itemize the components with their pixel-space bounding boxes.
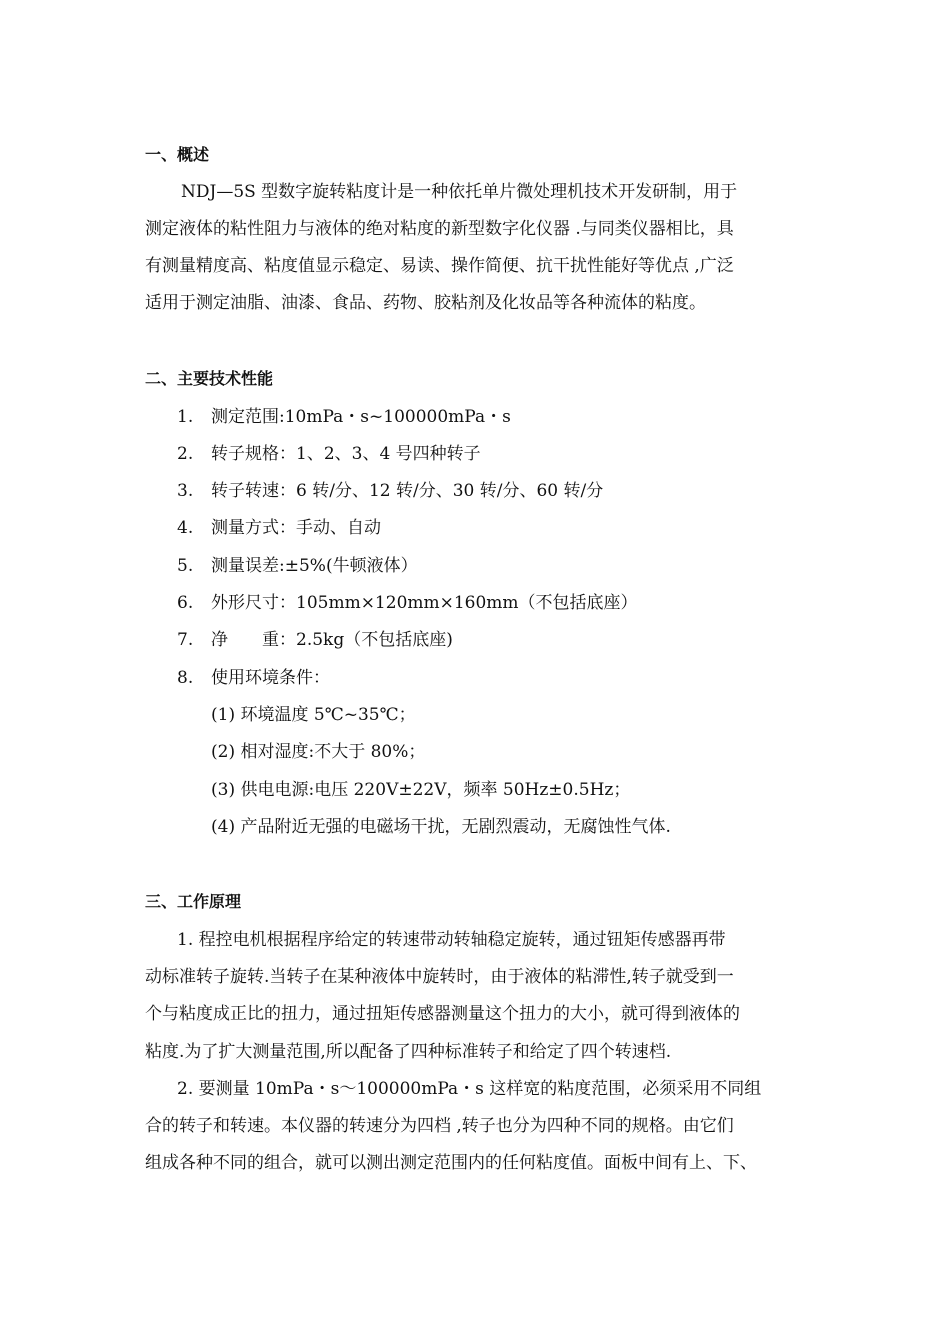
spec-item-number: 4. xyxy=(177,518,194,538)
paragraph-line: 组成各种不同的组合，就可以测出测定范围内的任何粘度值。面板中间有上、下、 xyxy=(145,1153,757,1173)
spec-item-text: 外形尺寸：105mm×120mm×160mm（不包括底座） xyxy=(211,593,638,613)
paragraph-line: 动标准转子旋转.当转子在某种液体中旋转时，由于液体的粘滞性,转子就受到一 xyxy=(145,967,734,987)
spec-item-text: 测量方式：手动、自动 xyxy=(211,518,381,538)
spec-item-number: 7. xyxy=(177,630,194,650)
paragraph-line: 有测量精度高、粘度值显示稳定、易读、操作简便、抗干扰性能好等优点 ,广泛 xyxy=(145,256,734,276)
spec-item-text: 转子规格：1、2、3、4 号四种转子 xyxy=(211,444,481,464)
spec-item xyxy=(177,405,511,429)
paragraph-line: 适用于测定油脂、油漆、食品、药物、胶粘剂及化妆品等各种流体的粘度。 xyxy=(145,293,706,313)
spec-item-text: 净 重：2.5kg（不包括底座) xyxy=(211,630,453,650)
paragraph-line: 测定液体的粘性阻力与液体的绝对粘度的新型数字化仪器 .与同类仪器相比，具 xyxy=(145,219,734,239)
spec-item-number: 8. xyxy=(177,668,194,688)
spec-item xyxy=(177,442,481,466)
spec-item-number: 5. xyxy=(177,556,194,576)
environment-condition: (2) 相对湿度:不大于 80%； xyxy=(211,742,426,762)
paragraph-line: 合的转子和转速。本仪器的转速分为四档 ,转子也分为四种不同的规格。由它们 xyxy=(145,1116,734,1136)
spec-item-number: 1. xyxy=(177,407,194,427)
section-heading-overview: 一、概述 xyxy=(145,145,210,164)
environment-condition: (3) 供电电源:电压 220V±22V，频率 50Hz±0.5Hz； xyxy=(211,780,631,800)
spec-item xyxy=(177,628,453,652)
spec-item xyxy=(177,516,381,540)
spec-item-number: 2. xyxy=(177,444,194,464)
environment-condition: (1) 环境温度 5℃~35℃； xyxy=(211,705,416,725)
spec-item xyxy=(177,554,418,578)
section-heading-specs: 二、主要技术性能 xyxy=(145,369,274,388)
spec-item-text: 测定范围:10mPa・s~100000mPa・s xyxy=(211,407,511,427)
paragraph-line: NDJ—5S 型数字旋转粘度计是一种依托单片微处理机技术开发研制，用于 xyxy=(181,182,738,202)
environment-condition: (4) 产品附近无强的电磁场干扰，无剧烈震动，无腐蚀性气体. xyxy=(211,817,671,837)
paragraph-line: 个与粘度成正比的扭力，通过扭矩传感器测量这个扭力的大小，就可得到液体的 xyxy=(145,1004,740,1024)
paragraph-line: 1. 程控电机根据程序给定的转速带动转轴稳定旋转，通过钮矩传感器再带 xyxy=(177,930,726,950)
spec-item-number: 6. xyxy=(177,593,194,613)
spec-item-number: 3. xyxy=(177,481,194,501)
spec-item xyxy=(177,479,603,503)
spec-item-text: 使用环境条件： xyxy=(211,668,330,688)
spec-item xyxy=(177,591,638,615)
section-heading-principle: 三、工作原理 xyxy=(145,892,242,911)
paragraph-line: 粘度.为了扩大测量范围,所以配备了四种标准转子和给定了四个转速档. xyxy=(145,1042,672,1062)
spec-item xyxy=(177,666,330,690)
spec-item-text: 测量误差:±5%(牛顿液体） xyxy=(211,556,418,576)
spec-item-text: 转子转速：6 转/分、12 转/分、30 转/分、60 转/分 xyxy=(211,481,604,501)
paragraph-line: 2. 要测量 10mPa・s～100000mPa・s 这样宽的粘度范围，必须采用不同组 xyxy=(177,1079,762,1099)
